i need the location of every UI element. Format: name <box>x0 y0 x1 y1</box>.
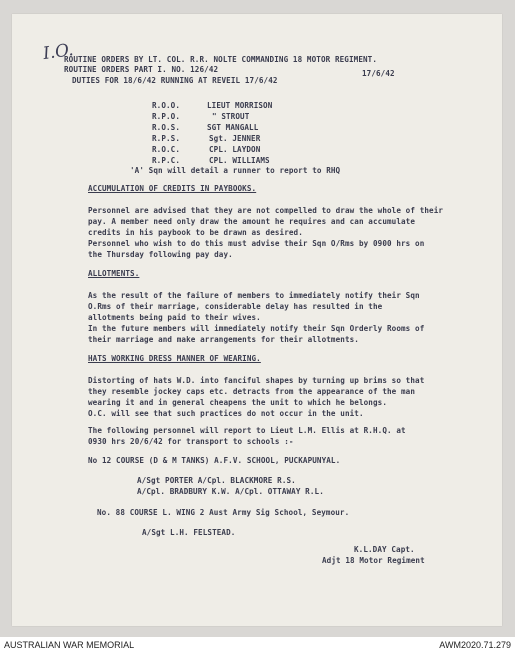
transport-line: 0930 hrs 20/6/42 for transport to schools :- <box>88 437 294 446</box>
header-line-2: ROUTINE ORDERS PART I. NO. 126/42 <box>64 65 219 74</box>
duty-role: R.O.O. <box>152 101 181 110</box>
body-line: they resemble jockey caps etc. detracts from the appearance of the man <box>88 387 416 396</box>
body-line: Distorting of hats W.D. into fanciful shapes by turning up brims so that <box>88 376 425 385</box>
section-heading: ACCUMULATION OF CREDITS IN PAYBOOKS. <box>88 184 257 193</box>
body-line: pay. A member need only draw the amount he requires and can accumulate <box>88 217 416 226</box>
body-line: Personnel are advised that they are not compelled to draw the whole of their <box>88 206 444 215</box>
signature-name: K.L.DAY Capt. <box>354 545 415 554</box>
duty-name: Sgt. JENNER <box>209 134 261 143</box>
duty-role: R.O.C. <box>152 145 181 154</box>
runner-note: 'A' Sqn will detail a runner to report to RHQ <box>130 166 341 175</box>
handwritten-mark: I.O. <box>41 39 75 65</box>
section-heading: ALLOTMENTS. <box>88 269 140 278</box>
course-title: No 12 COURSE (D & M TANKS) A.F.V. SCHOOL, PUCKAPUNYAL. <box>88 456 341 465</box>
header-line-3: DUTIES FOR 18/6/42 RUNNING AT REVEIL 17/6/42 <box>72 76 278 85</box>
duty-role: R.P.O. <box>152 112 181 121</box>
body-line: wearing it and in general cheapens the unit to which he belongs. <box>88 398 387 407</box>
course-personnel: A/Sgt PORTER A/Cpl. BLACKMORE R.S. <box>137 476 296 485</box>
duty-name: CPL. LAYDON <box>209 145 261 154</box>
body-line: O.C. will see that such practices do not occur in the unit. <box>88 409 364 418</box>
duty-name: SGT MANGALL <box>207 123 259 132</box>
footer-institution: AUSTRALIAN WAR MEMORIAL <box>4 640 135 650</box>
duty-role: R.O.S. <box>152 123 181 132</box>
duty-name: LIEUT MORRISON <box>207 101 273 110</box>
course-personnel: A/Cpl. BRADBURY K.W. A/Cpl. OTTAWAY R.L. <box>137 487 324 496</box>
section-heading: HATS WORKING DRESS MANNER OF WEARING. <box>88 354 261 363</box>
transport-line: The following personnel will report to Lieut L.M. Ellis at R.H.Q. at <box>88 426 406 435</box>
duty-role: R.P.C. <box>152 156 181 165</box>
body-line: O.Rms of their marriage, considerable delay has resulted in the <box>88 302 383 311</box>
footer-accession-number: AWM2020.71.279 <box>439 640 511 650</box>
header-line-1: ROUTINE ORDERS BY LT. COL. R.R. NOLTE COMMANDING 18 MOTOR REGIMENT. <box>64 55 378 64</box>
body-line: their marriage and make arrangements for their allotments. <box>88 335 359 344</box>
body-line: Personnel who wish to do this must advise their Sqn O/Rms by 0900 hrs on <box>88 239 425 248</box>
header-date: 17/6/42 <box>362 69 395 78</box>
body-line: credits in his paybook to be drawn as desired. <box>88 228 303 237</box>
course-personnel: A/Sgt L.H. FELSTEAD. <box>142 528 236 537</box>
body-line: In the future members will immediately notify their Sqn Orderly Rooms of <box>88 324 425 333</box>
body-line: the Thursday following pay day. <box>88 250 233 259</box>
signature-title: Adjt 18 Motor Regiment <box>322 556 425 565</box>
duty-name: CPL. WILLIAMS <box>209 156 270 165</box>
document-page <box>12 14 502 626</box>
course-title: No. 88 COURSE L. WING 2 Aust Army Sig School, Seymour. <box>97 508 350 517</box>
body-line: allotments being paid to their wives. <box>88 313 261 322</box>
body-line: As the result of the failure of members to immediately notify their Sqn <box>88 291 420 300</box>
duty-role: R.P.S. <box>152 134 181 143</box>
duty-name: " STROUT <box>212 112 250 121</box>
